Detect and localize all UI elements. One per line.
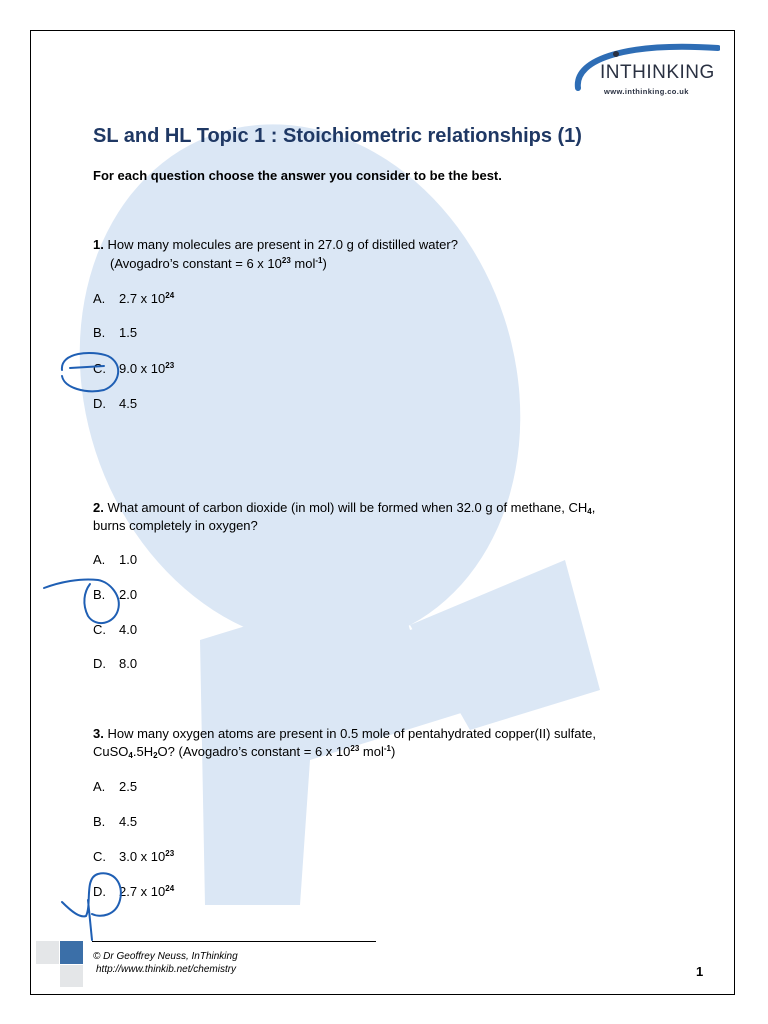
q2-option-a[interactable] bbox=[93, 552, 137, 567]
option-value: 1.0 bbox=[119, 552, 138, 567]
option-letter: A. bbox=[93, 552, 106, 567]
option-value: 2.7 x 10 bbox=[119, 884, 166, 899]
q2-option-b[interactable] bbox=[93, 587, 137, 602]
q2-option-d[interactable] bbox=[93, 656, 137, 671]
question-1-line-1 bbox=[93, 237, 458, 252]
question-2-text: What amount of carbon dioxide (in mol) will be formed when 32.0 g of methane, CH bbox=[107, 500, 588, 515]
q1-avogadro-exponent: 23 bbox=[281, 256, 291, 265]
q3-avogadro-unit: mol bbox=[359, 744, 384, 759]
footer-author: © Dr Geoffrey Neuss, InThinking bbox=[93, 951, 238, 962]
option-value: 3.0 x 10 bbox=[119, 849, 166, 864]
option-value: 1.5 bbox=[119, 325, 138, 340]
option-letter: B. bbox=[93, 325, 106, 340]
option-value: 4.0 bbox=[119, 622, 138, 637]
option-letter: D. bbox=[93, 396, 106, 411]
q3-formula-subscript: 4 bbox=[128, 751, 133, 760]
q2-option-c[interactable] bbox=[93, 622, 137, 637]
option-value: 4.5 bbox=[119, 396, 138, 411]
option-letter: C. bbox=[93, 622, 106, 637]
option-exponent: 24 bbox=[165, 884, 175, 893]
question-2-line-2: burns completely in oxygen? bbox=[93, 518, 258, 533]
option-value: 8.0 bbox=[119, 656, 138, 671]
q3-avogadro-unit-exponent: -1 bbox=[383, 744, 391, 753]
question-1-line-2 bbox=[110, 256, 327, 271]
option-letter: B. bbox=[93, 814, 106, 829]
q2-methane-subscript: 4 bbox=[587, 507, 592, 516]
q3-avogadro-text: O? (Avogadro’s constant = 6 x 10 bbox=[157, 744, 351, 759]
option-letter: C. bbox=[93, 849, 106, 864]
q3-option-b[interactable] bbox=[93, 814, 137, 829]
q3-formula-part: CuSO bbox=[93, 744, 129, 759]
option-letter: A. bbox=[93, 779, 106, 794]
q3-avogadro-close: ) bbox=[390, 744, 396, 759]
page-number: 1 bbox=[696, 964, 704, 979]
q1-option-c[interactable] bbox=[93, 361, 174, 376]
option-letter: A. bbox=[93, 291, 106, 306]
footer-squares bbox=[36, 941, 88, 987]
page-title: SL and HL Topic 1 : Stoichiometric relationships (1) bbox=[93, 125, 582, 147]
option-exponent: 23 bbox=[165, 849, 175, 858]
option-exponent: 24 bbox=[165, 291, 175, 300]
question-2-line-1 bbox=[93, 500, 595, 515]
option-value: 2.5 bbox=[119, 779, 138, 794]
q3-option-a[interactable] bbox=[93, 779, 137, 794]
logo-wordmark: INTHINKING bbox=[600, 62, 715, 83]
q1-avogadro-text: (Avogadro’s constant = 6 x 10 bbox=[110, 256, 282, 271]
question-3-number: 3. bbox=[93, 726, 104, 741]
question-2-number: 2. bbox=[93, 500, 104, 515]
logo-url: www.inthinking.co.uk bbox=[604, 87, 689, 96]
q1-avogadro-unit: mol bbox=[290, 256, 316, 271]
footer-divider bbox=[92, 941, 376, 942]
question-1-text: How many molecules are present in 27.0 g of distilled water? bbox=[107, 237, 458, 252]
question-3-text: How many oxygen atoms are present in 0.5 mole of pentahydrated copper(II) sulfate, bbox=[107, 726, 596, 741]
q3-option-c[interactable] bbox=[93, 849, 174, 864]
option-value: 4.5 bbox=[119, 814, 138, 829]
option-value: 2.0 bbox=[119, 587, 138, 602]
question-3-line-2 bbox=[93, 744, 395, 759]
option-value: 2.7 x 10 bbox=[119, 291, 166, 306]
option-value: 9.0 x 10 bbox=[119, 361, 166, 376]
q3-option-d[interactable] bbox=[93, 884, 174, 899]
question-1-number: 1. bbox=[93, 237, 104, 252]
option-letter: B. bbox=[93, 587, 106, 602]
q2-comma: , bbox=[591, 500, 596, 515]
option-letter: D. bbox=[93, 884, 106, 899]
q3-formula-subscript: 2 bbox=[153, 751, 158, 760]
q1-option-a[interactable] bbox=[93, 291, 174, 306]
q1-option-d[interactable] bbox=[93, 396, 137, 411]
option-letter: D. bbox=[93, 656, 106, 671]
instructions: For each question choose the answer you consider to be the best. bbox=[93, 168, 502, 183]
q1-avogadro-close: ) bbox=[322, 256, 327, 271]
q3-avogadro-exponent: 23 bbox=[350, 744, 360, 753]
q1-option-b[interactable] bbox=[93, 325, 137, 340]
question-3-line-1 bbox=[93, 726, 596, 741]
q1-avogadro-unit-exponent: -1 bbox=[315, 256, 323, 265]
q3-formula-part: .5H bbox=[132, 744, 154, 759]
option-exponent: 23 bbox=[165, 361, 175, 370]
option-letter: C. bbox=[93, 361, 106, 376]
footer-url[interactable]: http://www.thinkib.net/chemistry bbox=[96, 964, 237, 975]
